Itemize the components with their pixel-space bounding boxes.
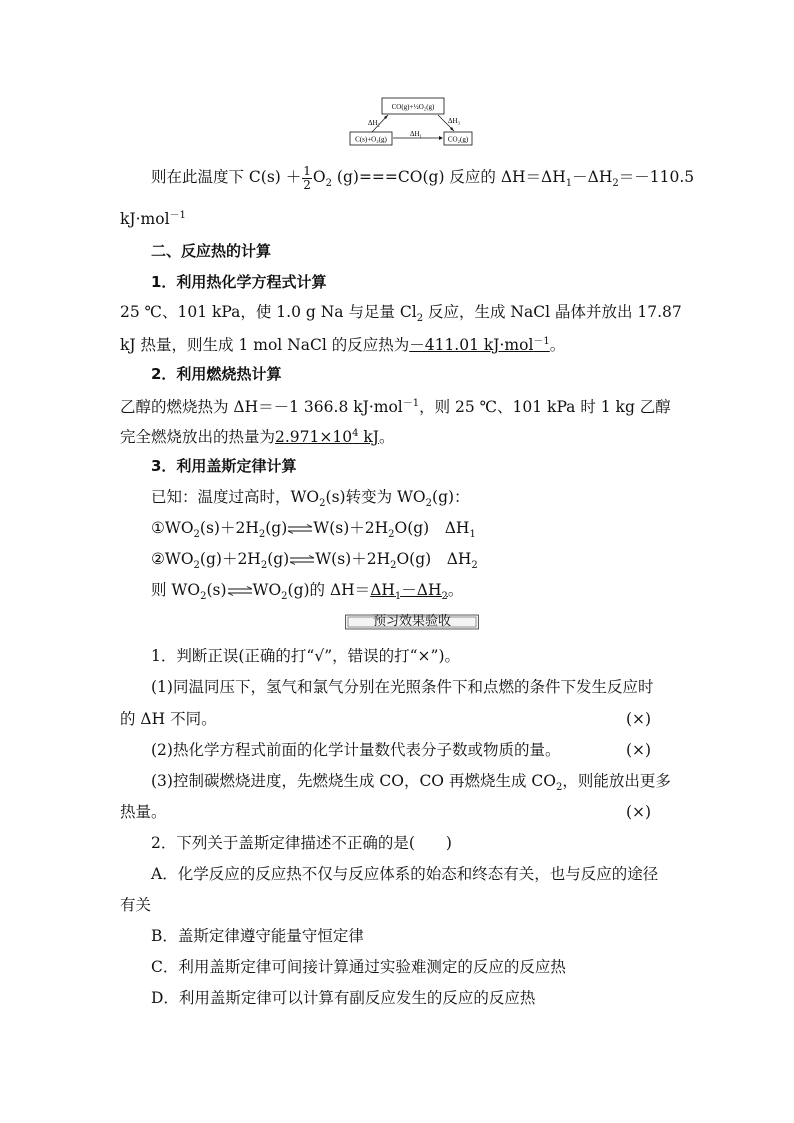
s3-conclusion: 则 $WO_2(s)$ $WO_2(g)$的 $\Delta H=\Delta H_1-\Delta H_2$。	[151, 581, 464, 603]
s3-equation-1: $①WO_2(s)+2H_2(g)$ $W(s)+2H_2O(g)$ $\Delta H_1$	[151, 519, 476, 541]
s2-line1: 乙醇的燃烧热为 ΔH＝－1 366.8 kJ·mol$^{-1}$，则 25 ℃、101 kPa 时 1 kg 乙醇	[120, 398, 671, 417]
q1-item2-mark: (×)	[626, 741, 652, 759]
q2-option-a-line1: A．化学反应的反应热不仅与反应体系的始态和终态有关，也与反应的途径	[151, 865, 659, 883]
q1-item3-line2: 热量。	[120, 803, 167, 821]
answer-blank: －411.01 kJ·mol$^{-1}$	[409, 336, 550, 355]
q1-title: 1．判断正误(正确的打“√”，错误的打“×”)。	[151, 647, 461, 665]
q1-item2: (2)热化学方程式前面的化学计量数代表分子数或物质的量。	[151, 741, 561, 759]
q2-option-c: C．利用盖斯定律可间接计算通过实验难测定的反应的反应热	[151, 958, 566, 976]
diagram-left-label: C(s)+O₂(g)	[355, 135, 387, 144]
section-title-reaction-heat: 二、反应热的计算	[151, 242, 272, 260]
equilibrium-arrow-icon	[287, 524, 313, 534]
answer-blank: $2.971\times 10^4$ kJ	[275, 428, 380, 447]
q2-option-b: B．盖斯定律遵守能量守恒定律	[151, 927, 364, 945]
s3-equation-2: $②WO_2(g)+2H_2(g)$ $W(s)+2H_2O(g)$ $\Delta H_2$	[151, 550, 478, 572]
equilibrium-arrow-icon	[289, 555, 315, 565]
banner-title: 预习效果验收	[372, 614, 451, 629]
q1-item3-line1: (3)控制碳燃烧进度，先燃烧生成 CO，CO 再燃烧生成 $CO_2$，则能放出更多	[151, 772, 671, 794]
q2-title: 2．下列关于盖斯定律描述不正确的是( )	[151, 834, 452, 852]
fraction-half: $\frac{1}{2}$	[303, 163, 311, 192]
q2-option-a-line2: 有关	[120, 896, 152, 914]
s3-given: 已知：温度过高时，$WO_2(s)$转变为 $WO_2(g)$：	[151, 488, 470, 510]
s1-line2: kJ 热量，则生成 1 mol NaCl 的反应热为－411.01 kJ·mol$^{-1}$。	[120, 336, 566, 355]
section-banner	[345, 613, 479, 631]
s1-line1: 25 ℃、101 kPa，使 1.0 g Na 与足量 $Cl_2$ 反应，生成 NaCl 晶体并放出 17.87	[120, 303, 682, 325]
diagram-right-label: CO₂(g)	[447, 135, 469, 144]
s2-line2: 完全燃烧放出的热量为$2.971\times 10^4$ kJ。	[120, 428, 395, 447]
diagram-dh1-label: ΔH₁	[410, 130, 422, 138]
subsection-title-2: 2．利用燃烧热计算	[151, 365, 282, 383]
q1-item1-mark: (×)	[626, 710, 652, 728]
answer-blank: $\Delta H_1-\Delta H_2$	[370, 581, 448, 603]
q1-item1-line1: (1)同温同压下，氢气和氯气分别在光照条件下和点燃的条件下发生反应时	[151, 678, 654, 696]
energy-cycle-diagram	[348, 96, 476, 148]
diagram-top-label: CO(g)+½O₂(g)	[391, 103, 435, 111]
para-intro-line2: kJ·mol$^{-1}$	[120, 210, 186, 229]
q2-option-d: D．利用盖斯定律可以计算有副反应发生的反应的反应热	[151, 989, 536, 1007]
q1-item3-mark: (×)	[626, 803, 652, 821]
equilibrium-arrow-icon	[227, 586, 253, 596]
para-intro-line1: 则在此温度下 C(s) ＋ $\frac{1}{2}$ $O_2$ (g)===CO(g) 反应的 $\Delta H=\Delta H_1-\Delta H_2=-110.5$	[151, 163, 695, 192]
diagram-dh2-label: ΔH₂	[368, 119, 380, 127]
subsection-title-1: 1．利用热化学方程式计算	[151, 273, 327, 291]
q1-item1-line2: 的 ΔH 不同。	[120, 710, 217, 728]
diagram-dh3-label: ΔH₃	[448, 117, 460, 125]
subsection-title-3: 3．利用盖斯定律计算	[151, 457, 297, 475]
